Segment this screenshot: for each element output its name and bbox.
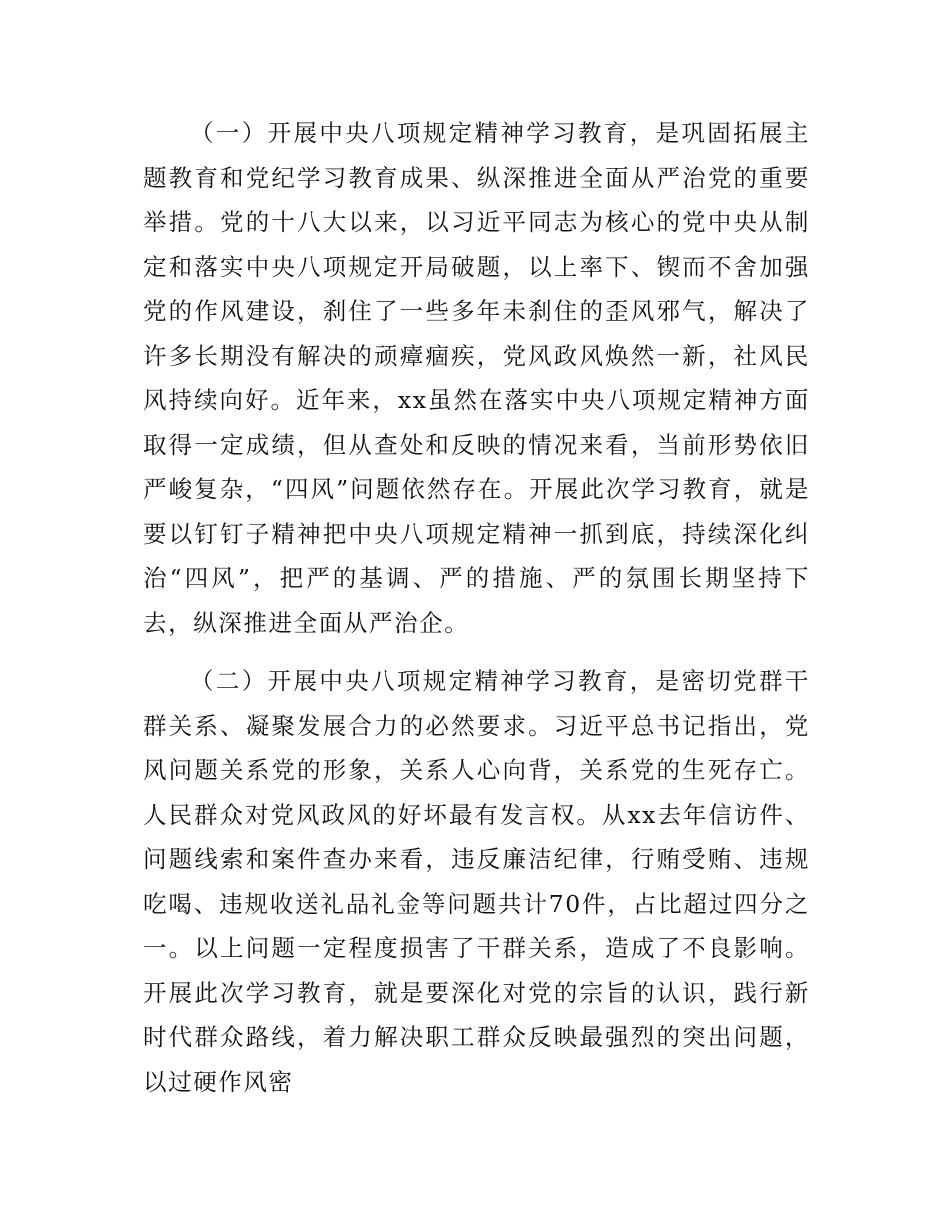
paragraph-1: （一）开展中央八项规定精神学习教育，是巩固拓展主题教育和党纪学习教育成果、纵深推进全面从严治党的重要举措。党的十八大以来，以习近平同志为核心的党中央从制定和落实中央八项规定开局破题，以上率下、锲而不舍加强党的作风建设，刹住了一些多年未刹住的歪风邪气，解决了许多长期没有解决的顽瘴痼疾，党风政风焕然一新，社风民风持续向好。近年来，xx虽然在落实中央八项规定精神方面取得一定成绩，但从查处和反映的情况来看，当前形势依旧严峻复杂，“四风”问题依然存在。开展此次学习教育，就是要以钉钉子精神把中央八项规定精神一抓到底，持续深化纠治“四风”，把严的基调、严的措施、严的氛围长期坚持下去，纵深推进全面从严治企。 [143,119,810,637]
document-body [143,111,810,1104]
paragraph-2: （二）开展中央八项规定精神学习教育，是密切党群干群关系、凝聚发展合力的必然要求。习近平总书记指出，党风问题关系党的形象，关系人心向背，关系党的生死存亡。人民群众对党风政风的好坏最有发言权。从xx去年信访件、问题线索和案件查办来看，违反廉洁纪律，行贿受贿、违规吃喝、违规收送礼品礼金等问题共计70件，占比超过四分之一。以上问题一定程度损害了干群关系，造成了不良影响。开展此次学习教育，就是要深化对党的宗旨的认识，践行新时代群众路线，着力解决职工群众反映最强烈的突出问题，以过硬作风密 [143,667,810,1096]
